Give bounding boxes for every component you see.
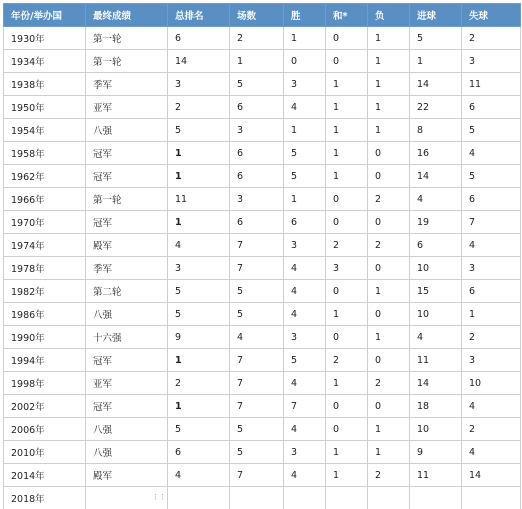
cell-year-host: 1998年 [4, 372, 86, 395]
cell-goals-for: 8 [410, 119, 462, 142]
cell-draws: 0 [326, 188, 368, 211]
cell-year-host: 1966年 [4, 188, 86, 211]
cell-draws: 3 [326, 257, 368, 280]
world-cup-results-table [3, 3, 521, 509]
cell-matches: 6 [230, 96, 284, 119]
cell-matches: 7 [230, 234, 284, 257]
table-row [4, 27, 521, 50]
cell-final-result: 第一轮 [86, 188, 168, 211]
cell-goals-against: 3 [462, 257, 521, 280]
cell-draws: 0 [326, 27, 368, 50]
cell-wins: 5 [284, 349, 326, 372]
table-row [4, 96, 521, 119]
col-header-wins: 胜 [284, 4, 326, 27]
table-row [4, 280, 521, 303]
cell-final-result: 殿军 [86, 234, 168, 257]
cell-wins: 1 [284, 119, 326, 142]
cell-draws: 1 [326, 464, 368, 487]
cell-matches: 7 [230, 464, 284, 487]
cell-goals-for: 10 [410, 257, 462, 280]
cell-year-host: 1962年 [4, 165, 86, 188]
cell-year-host: 2018年 [4, 487, 86, 509]
watermark-fragment-icon: ⋮⋮ [152, 494, 166, 500]
cell-goals-for: 1 [410, 50, 462, 73]
cell-goals-against: 6 [462, 188, 521, 211]
cell-final-result: 亚军 [86, 372, 168, 395]
cell-goals-for: 14 [410, 73, 462, 96]
table-row [4, 142, 521, 165]
cell-overall-rank: 4 [168, 234, 230, 257]
cell-final-result: 冠军 [86, 211, 168, 234]
cell-wins: 4 [284, 464, 326, 487]
cell-losses: 2 [368, 372, 410, 395]
cell-final-result: 第一轮 [86, 50, 168, 73]
cell-overall-rank: 5 [168, 303, 230, 326]
cell-year-host: 1970年 [4, 211, 86, 234]
cell-year-host: 1938年 [4, 73, 86, 96]
cell-matches: 1 [230, 50, 284, 73]
cell-overall-rank: 3 [168, 257, 230, 280]
cell-overall-rank: 6 [168, 441, 230, 464]
cell-overall-rank: 14 [168, 50, 230, 73]
cell-goals-against: 5 [462, 119, 521, 142]
cell-goals-against: 2 [462, 27, 521, 50]
cell-matches: 6 [230, 211, 284, 234]
cell-year-host: 1950年 [4, 96, 86, 119]
table-row [4, 119, 521, 142]
cell-losses: 0 [368, 142, 410, 165]
cell-losses: 0 [368, 395, 410, 418]
cell-goals-for: 18 [410, 395, 462, 418]
cell-goals-against: 3 [462, 50, 521, 73]
cell-goals-against: 2 [462, 418, 521, 441]
cell-year-host: 1934年 [4, 50, 86, 73]
cell-overall-rank [168, 487, 230, 509]
cell-draws: 0 [326, 211, 368, 234]
cell-wins: 4 [284, 418, 326, 441]
cell-draws: 0 [326, 418, 368, 441]
table-row [4, 303, 521, 326]
cell-losses: 0 [368, 303, 410, 326]
table-row [4, 441, 521, 464]
cell-goals-for: 15 [410, 280, 462, 303]
cell-wins: 4 [284, 280, 326, 303]
cell-year-host: 1994年 [4, 349, 86, 372]
cell-year-host: 1958年 [4, 142, 86, 165]
cell-losses: 2 [368, 234, 410, 257]
cell-goals-against: 4 [462, 142, 521, 165]
cell-matches: 5 [230, 418, 284, 441]
cell-final-result: 八强 [86, 441, 168, 464]
col-header-draws: 和* [326, 4, 368, 27]
table-row [4, 418, 521, 441]
cell-losses: 0 [368, 211, 410, 234]
cell-wins: 4 [284, 257, 326, 280]
cell-wins: 0 [284, 50, 326, 73]
cell-final-result: 冠军 [86, 165, 168, 188]
col-header-year-host: 年份/举办国 [4, 4, 86, 27]
cell-overall-rank: 3 [168, 73, 230, 96]
cell-goals-for: 10 [410, 418, 462, 441]
cell-draws: 0 [326, 280, 368, 303]
cell-draws: 1 [326, 165, 368, 188]
cell-wins: 3 [284, 234, 326, 257]
cell-wins: 1 [284, 27, 326, 50]
cell-final-result: 八强 [86, 119, 168, 142]
cell-year-host: 1954年 [4, 119, 86, 142]
cell-wins [284, 487, 326, 509]
header-row [4, 4, 521, 27]
cell-losses: 1 [368, 418, 410, 441]
table-row [4, 73, 521, 96]
cell-overall-rank: 5 [168, 418, 230, 441]
cell-losses: 1 [368, 73, 410, 96]
table-row [4, 372, 521, 395]
cell-wins: 3 [284, 73, 326, 96]
cell-year-host: 2010年 [4, 441, 86, 464]
cell-year-host: 1986年 [4, 303, 86, 326]
cell-matches: 6 [230, 142, 284, 165]
table-row [4, 487, 521, 509]
cell-losses: 2 [368, 464, 410, 487]
cell-final-result: 殿军 [86, 464, 168, 487]
cell-overall-rank: 1 [168, 395, 230, 418]
cell-wins: 4 [284, 372, 326, 395]
cell-draws: 0 [326, 395, 368, 418]
cell-goals-against: 11 [462, 73, 521, 96]
cell-final-result: 十六强 [86, 326, 168, 349]
table-row [4, 257, 521, 280]
col-header-final-result: 最终成绩 [86, 4, 168, 27]
cell-goals-against [462, 487, 521, 509]
cell-matches: 5 [230, 441, 284, 464]
cell-draws: 1 [326, 119, 368, 142]
cell-goals-for: 6 [410, 234, 462, 257]
cell-draws [326, 487, 368, 509]
cell-goals-against: 6 [462, 280, 521, 303]
cell-matches: 4 [230, 326, 284, 349]
cell-year-host: 2002年 [4, 395, 86, 418]
cell-matches: 5 [230, 303, 284, 326]
cell-overall-rank: 1 [168, 349, 230, 372]
cell-draws: 2 [326, 349, 368, 372]
cell-overall-rank: 2 [168, 372, 230, 395]
table-row [4, 326, 521, 349]
cell-goals-for: 16 [410, 142, 462, 165]
cell-final-result: 八强 [86, 303, 168, 326]
cell-losses: 1 [368, 27, 410, 50]
cell-final-result: 第一轮 [86, 27, 168, 50]
table-row [4, 395, 521, 418]
cell-goals-for [410, 487, 462, 509]
col-header-goals-for: 进球 [410, 4, 462, 27]
cell-draws: 1 [326, 441, 368, 464]
cell-final-result: 第二轮 [86, 280, 168, 303]
table-body [4, 27, 521, 509]
cell-wins: 1 [284, 188, 326, 211]
cell-overall-rank: 5 [168, 119, 230, 142]
cell-year-host: 1982年 [4, 280, 86, 303]
cell-matches: 5 [230, 73, 284, 96]
cell-losses: 0 [368, 349, 410, 372]
col-header-overall-rank: 总排名 [168, 4, 230, 27]
table-row [4, 349, 521, 372]
table-row [4, 165, 521, 188]
cell-draws: 1 [326, 96, 368, 119]
table-row [4, 50, 521, 73]
cell-losses: 0 [368, 165, 410, 188]
cell-wins: 5 [284, 142, 326, 165]
cell-final-result: 亚军 [86, 96, 168, 119]
col-header-losses: 负 [368, 4, 410, 27]
col-header-matches: 场数 [230, 4, 284, 27]
cell-wins: 4 [284, 96, 326, 119]
cell-matches [230, 487, 284, 509]
cell-matches: 6 [230, 165, 284, 188]
cell-year-host: 1930年 [4, 27, 86, 50]
cell-matches: 7 [230, 349, 284, 372]
cell-wins: 6 [284, 211, 326, 234]
cell-goals-against: 7 [462, 211, 521, 234]
cell-final-result: 冠军 [86, 142, 168, 165]
cell-matches: 7 [230, 395, 284, 418]
cell-losses: 1 [368, 119, 410, 142]
cell-wins: 3 [284, 326, 326, 349]
cell-wins: 4 [284, 303, 326, 326]
cell-matches: 7 [230, 372, 284, 395]
cell-losses [368, 487, 410, 509]
cell-overall-rank: 1 [168, 211, 230, 234]
cell-draws: 2 [326, 234, 368, 257]
cell-draws: 1 [326, 372, 368, 395]
cell-goals-against: 3 [462, 349, 521, 372]
cell-final-result: 八强 [86, 418, 168, 441]
cell-goals-against: 4 [462, 441, 521, 464]
cell-final-result: 季军 [86, 73, 168, 96]
cell-overall-rank: 11 [168, 188, 230, 211]
cell-overall-rank: 6 [168, 27, 230, 50]
cell-goals-for: 14 [410, 165, 462, 188]
cell-goals-against: 2 [462, 326, 521, 349]
cell-overall-rank: 2 [168, 96, 230, 119]
cell-goals-against: 4 [462, 234, 521, 257]
cell-matches: 2 [230, 27, 284, 50]
cell-final-result: 冠军 [86, 349, 168, 372]
cell-goals-against: 10 [462, 372, 521, 395]
cell-goals-for: 4 [410, 188, 462, 211]
cell-final-result: 冠军 [86, 395, 168, 418]
cell-wins: 5 [284, 165, 326, 188]
cell-losses: 2 [368, 188, 410, 211]
cell-overall-rank: 1 [168, 165, 230, 188]
cell-overall-rank: 9 [168, 326, 230, 349]
cell-losses: 0 [368, 257, 410, 280]
cell-overall-rank: 4 [168, 464, 230, 487]
cell-final-result: 季军 [86, 257, 168, 280]
cell-year-host: 2006年 [4, 418, 86, 441]
cell-goals-for: 5 [410, 27, 462, 50]
cell-matches: 7 [230, 257, 284, 280]
table-row [4, 464, 521, 487]
cell-draws: 0 [326, 326, 368, 349]
cell-goals-for: 14 [410, 372, 462, 395]
table-row [4, 234, 521, 257]
cell-goals-for: 9 [410, 441, 462, 464]
cell-goals-against: 4 [462, 395, 521, 418]
cell-matches: 3 [230, 119, 284, 142]
cell-year-host: 2014年 [4, 464, 86, 487]
cell-goals-for: 11 [410, 464, 462, 487]
cell-overall-rank: 5 [168, 280, 230, 303]
cell-goals-for: 10 [410, 303, 462, 326]
cell-year-host: 1974年 [4, 234, 86, 257]
cell-year-host: 1990年 [4, 326, 86, 349]
cell-wins: 7 [284, 395, 326, 418]
cell-losses: 1 [368, 96, 410, 119]
table-row [4, 211, 521, 234]
table-row [4, 188, 521, 211]
cell-wins: 3 [284, 441, 326, 464]
cell-draws: 1 [326, 142, 368, 165]
cell-losses: 1 [368, 326, 410, 349]
cell-goals-for: 4 [410, 326, 462, 349]
cell-goals-for: 11 [410, 349, 462, 372]
col-header-goals-against: 失球 [462, 4, 521, 27]
cell-goals-against: 14 [462, 464, 521, 487]
cell-matches: 5 [230, 280, 284, 303]
cell-draws: 1 [326, 303, 368, 326]
cell-draws: 1 [326, 73, 368, 96]
cell-year-host: 1978年 [4, 257, 86, 280]
cell-losses: 1 [368, 50, 410, 73]
cell-goals-against: 6 [462, 96, 521, 119]
cell-goals-for: 22 [410, 96, 462, 119]
cell-matches: 3 [230, 188, 284, 211]
cell-goals-against: 1 [462, 303, 521, 326]
cell-overall-rank: 1 [168, 142, 230, 165]
cell-losses: 1 [368, 280, 410, 303]
cell-goals-against: 5 [462, 165, 521, 188]
cell-draws: 0 [326, 50, 368, 73]
cell-goals-for: 19 [410, 211, 462, 234]
cell-losses: 1 [368, 441, 410, 464]
